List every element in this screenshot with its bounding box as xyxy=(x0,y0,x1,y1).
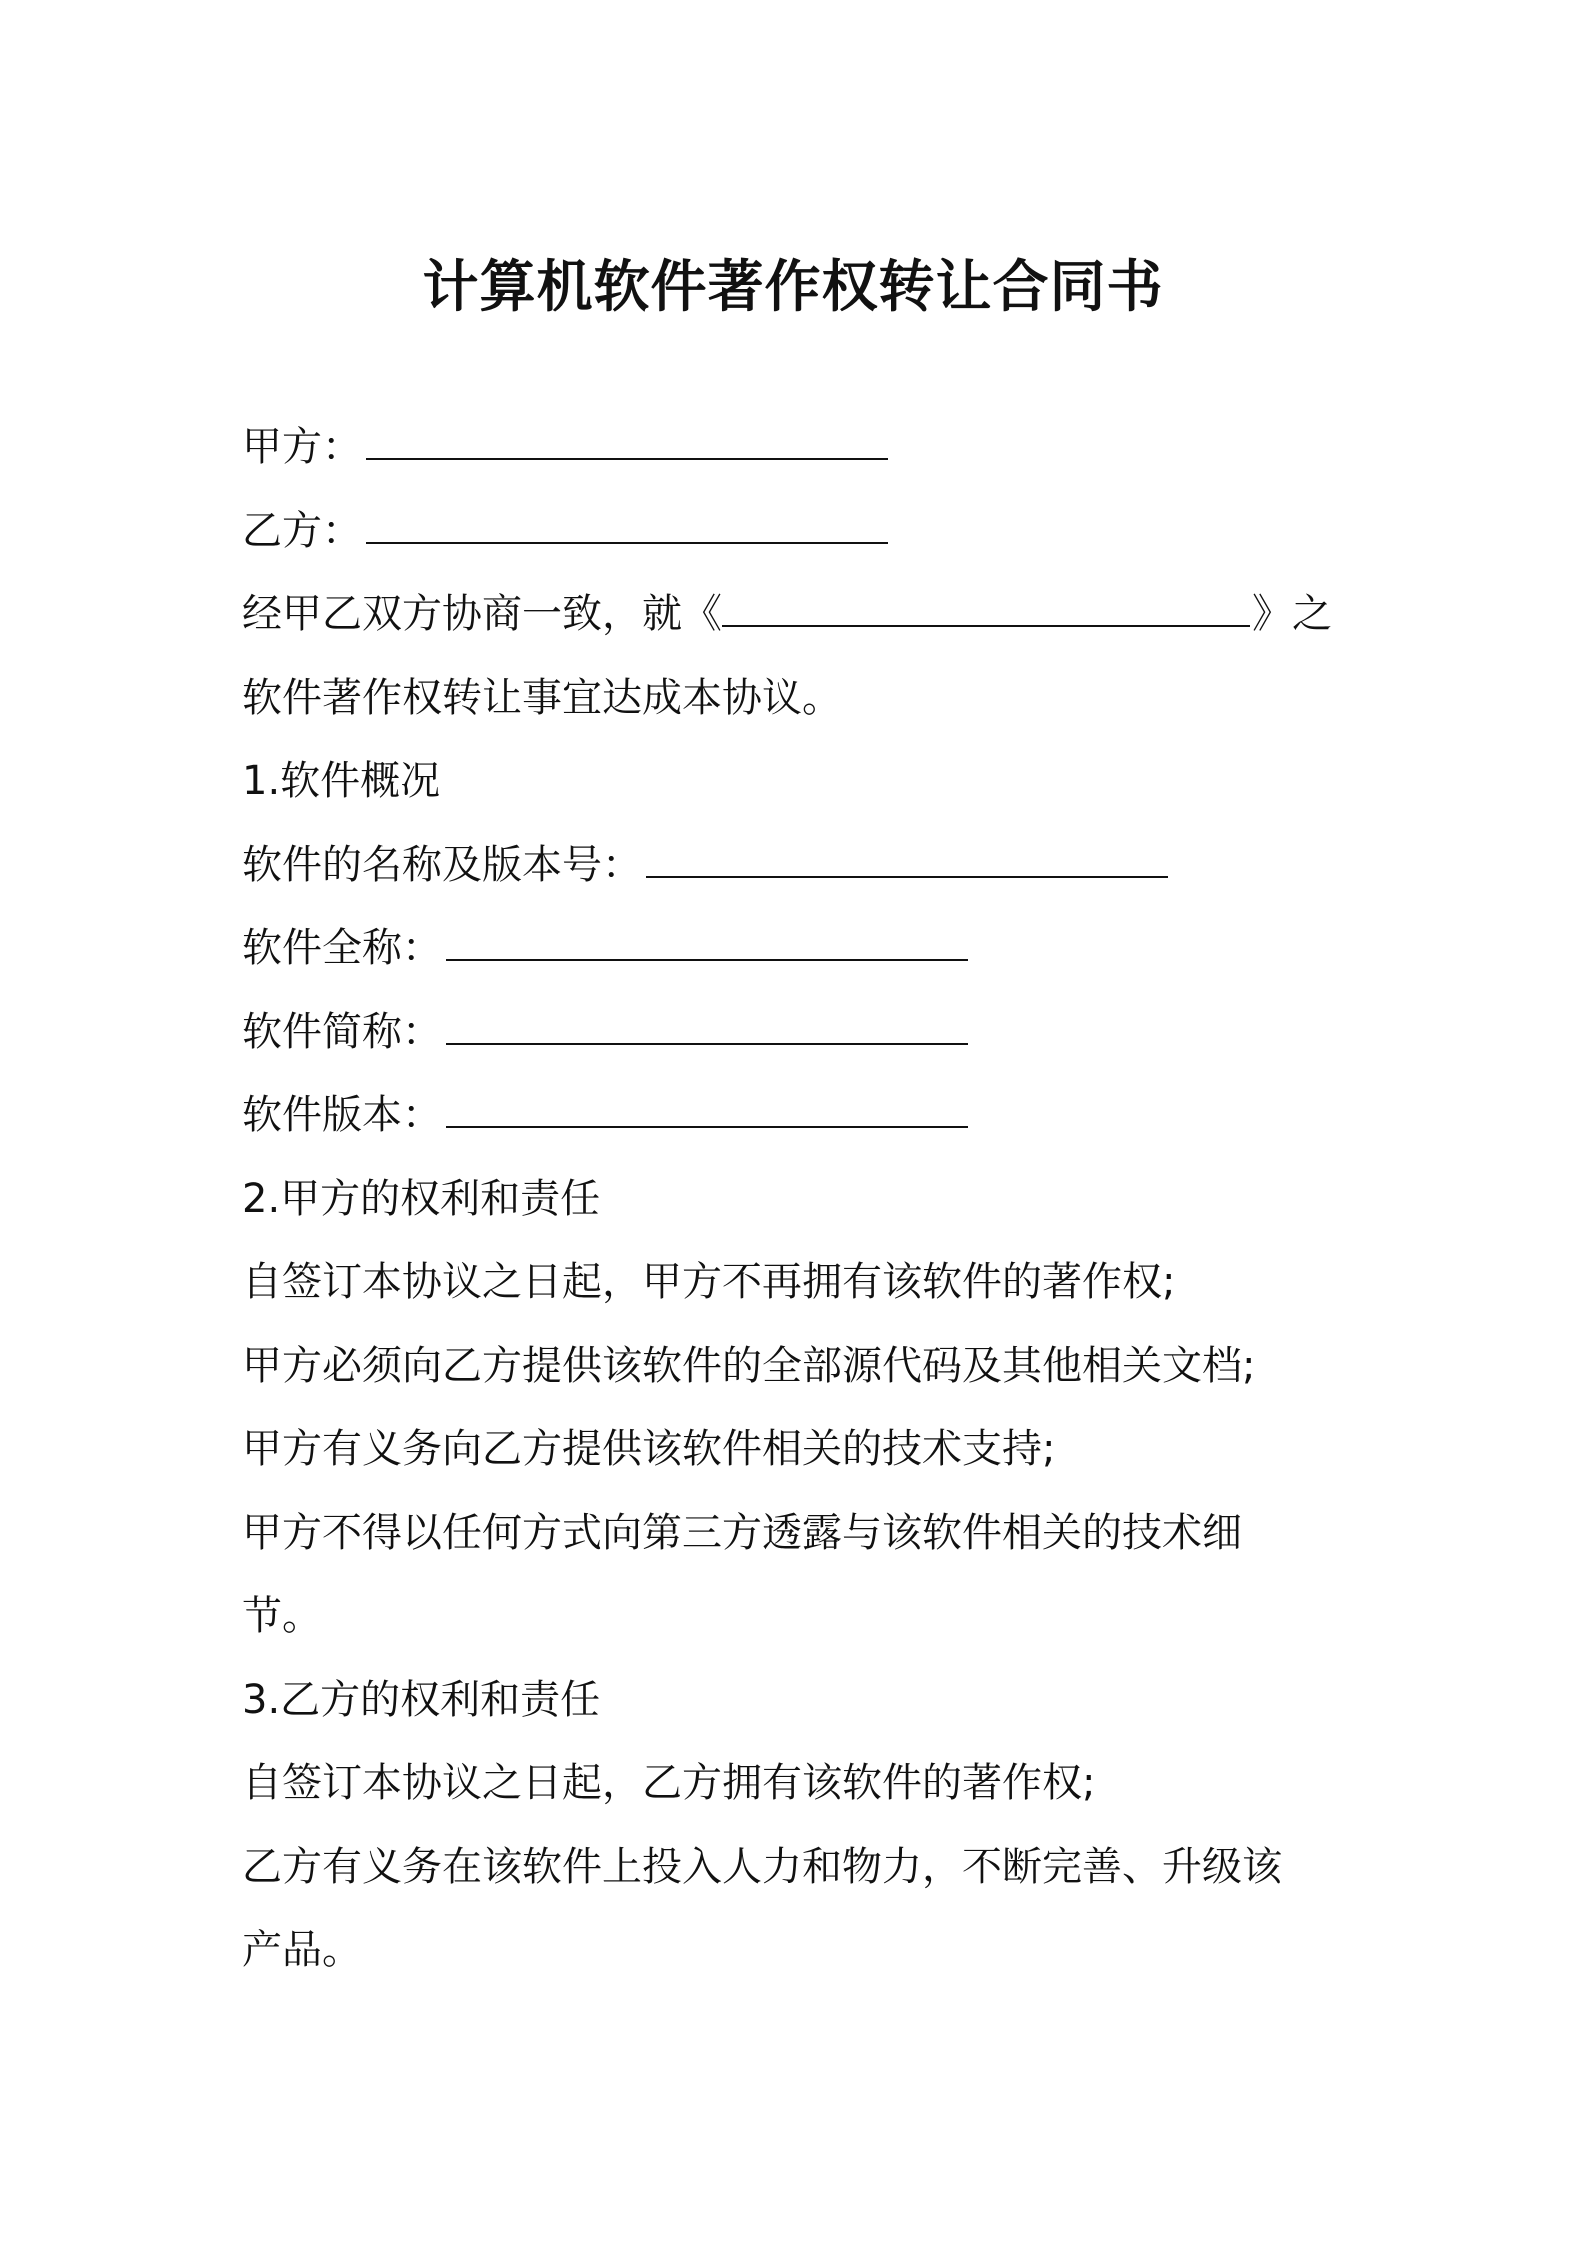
section1-heading: 1.软件概况 xyxy=(242,758,441,804)
name-version-blank[interactable] xyxy=(646,850,1168,878)
full-name-blank[interactable] xyxy=(446,933,968,961)
section2-heading: 2.甲方的权利和责任 xyxy=(242,1175,601,1222)
party-b-blank[interactable] xyxy=(366,516,888,544)
section2-item: 甲方必须向乙方提供该软件的全部源代码及其他相关文档; xyxy=(242,1342,1256,1389)
name-version-label: 软件的名称及版本号： xyxy=(242,841,642,888)
section3-item: 自签订本协议之日起，乙方拥有该软件的著作权; xyxy=(242,1760,1096,1806)
party-b-label: 乙方： xyxy=(242,507,362,554)
document-body xyxy=(242,406,1362,1993)
party-a-blank[interactable] xyxy=(366,432,888,460)
section2-item: 自签订本协议之日起，甲方不再拥有该软件的著作权; xyxy=(242,1259,1176,1305)
version-blank[interactable] xyxy=(446,1100,968,1128)
section3-item: 乙方有义务在该软件上投入人力和物力，不断完善、升级该 xyxy=(242,1843,1282,1890)
party-a-label: 甲方： xyxy=(242,424,362,470)
intro-line-2: 软件著作权转让事宜达成本协议。 xyxy=(242,674,842,721)
section2-item: 甲方不得以任何方式向第三方透露与该软件相关的技术细 xyxy=(242,1509,1242,1556)
intro-suffix: 》之 xyxy=(1252,591,1332,637)
section3-heading: 3.乙方的权利和责任 xyxy=(242,1676,601,1723)
section2-item: 节。 xyxy=(242,1593,322,1639)
name-version-line xyxy=(242,824,1362,908)
party-b-line xyxy=(242,490,1362,574)
version-label: 软件版本： xyxy=(242,1092,442,1138)
section3-item: 产品。 xyxy=(242,1927,362,1973)
software-title-blank[interactable] xyxy=(722,599,1250,627)
intro-prefix: 经甲乙双方协商一致，就《 xyxy=(242,591,722,637)
short-name-line xyxy=(242,991,1362,1075)
section2-item: 甲方有义务向乙方提供该软件相关的技术支持; xyxy=(242,1426,1056,1472)
version-line xyxy=(242,1074,1362,1158)
full-name-label: 软件全称： xyxy=(242,925,442,971)
party-a-line xyxy=(242,406,1362,490)
full-name-line xyxy=(242,907,1362,991)
short-name-blank[interactable] xyxy=(446,1017,968,1045)
page-title: 计算机软件著作权转让合同书 xyxy=(422,255,1164,320)
short-name-label: 软件简称： xyxy=(242,1008,442,1055)
intro-line-1 xyxy=(242,573,1362,657)
